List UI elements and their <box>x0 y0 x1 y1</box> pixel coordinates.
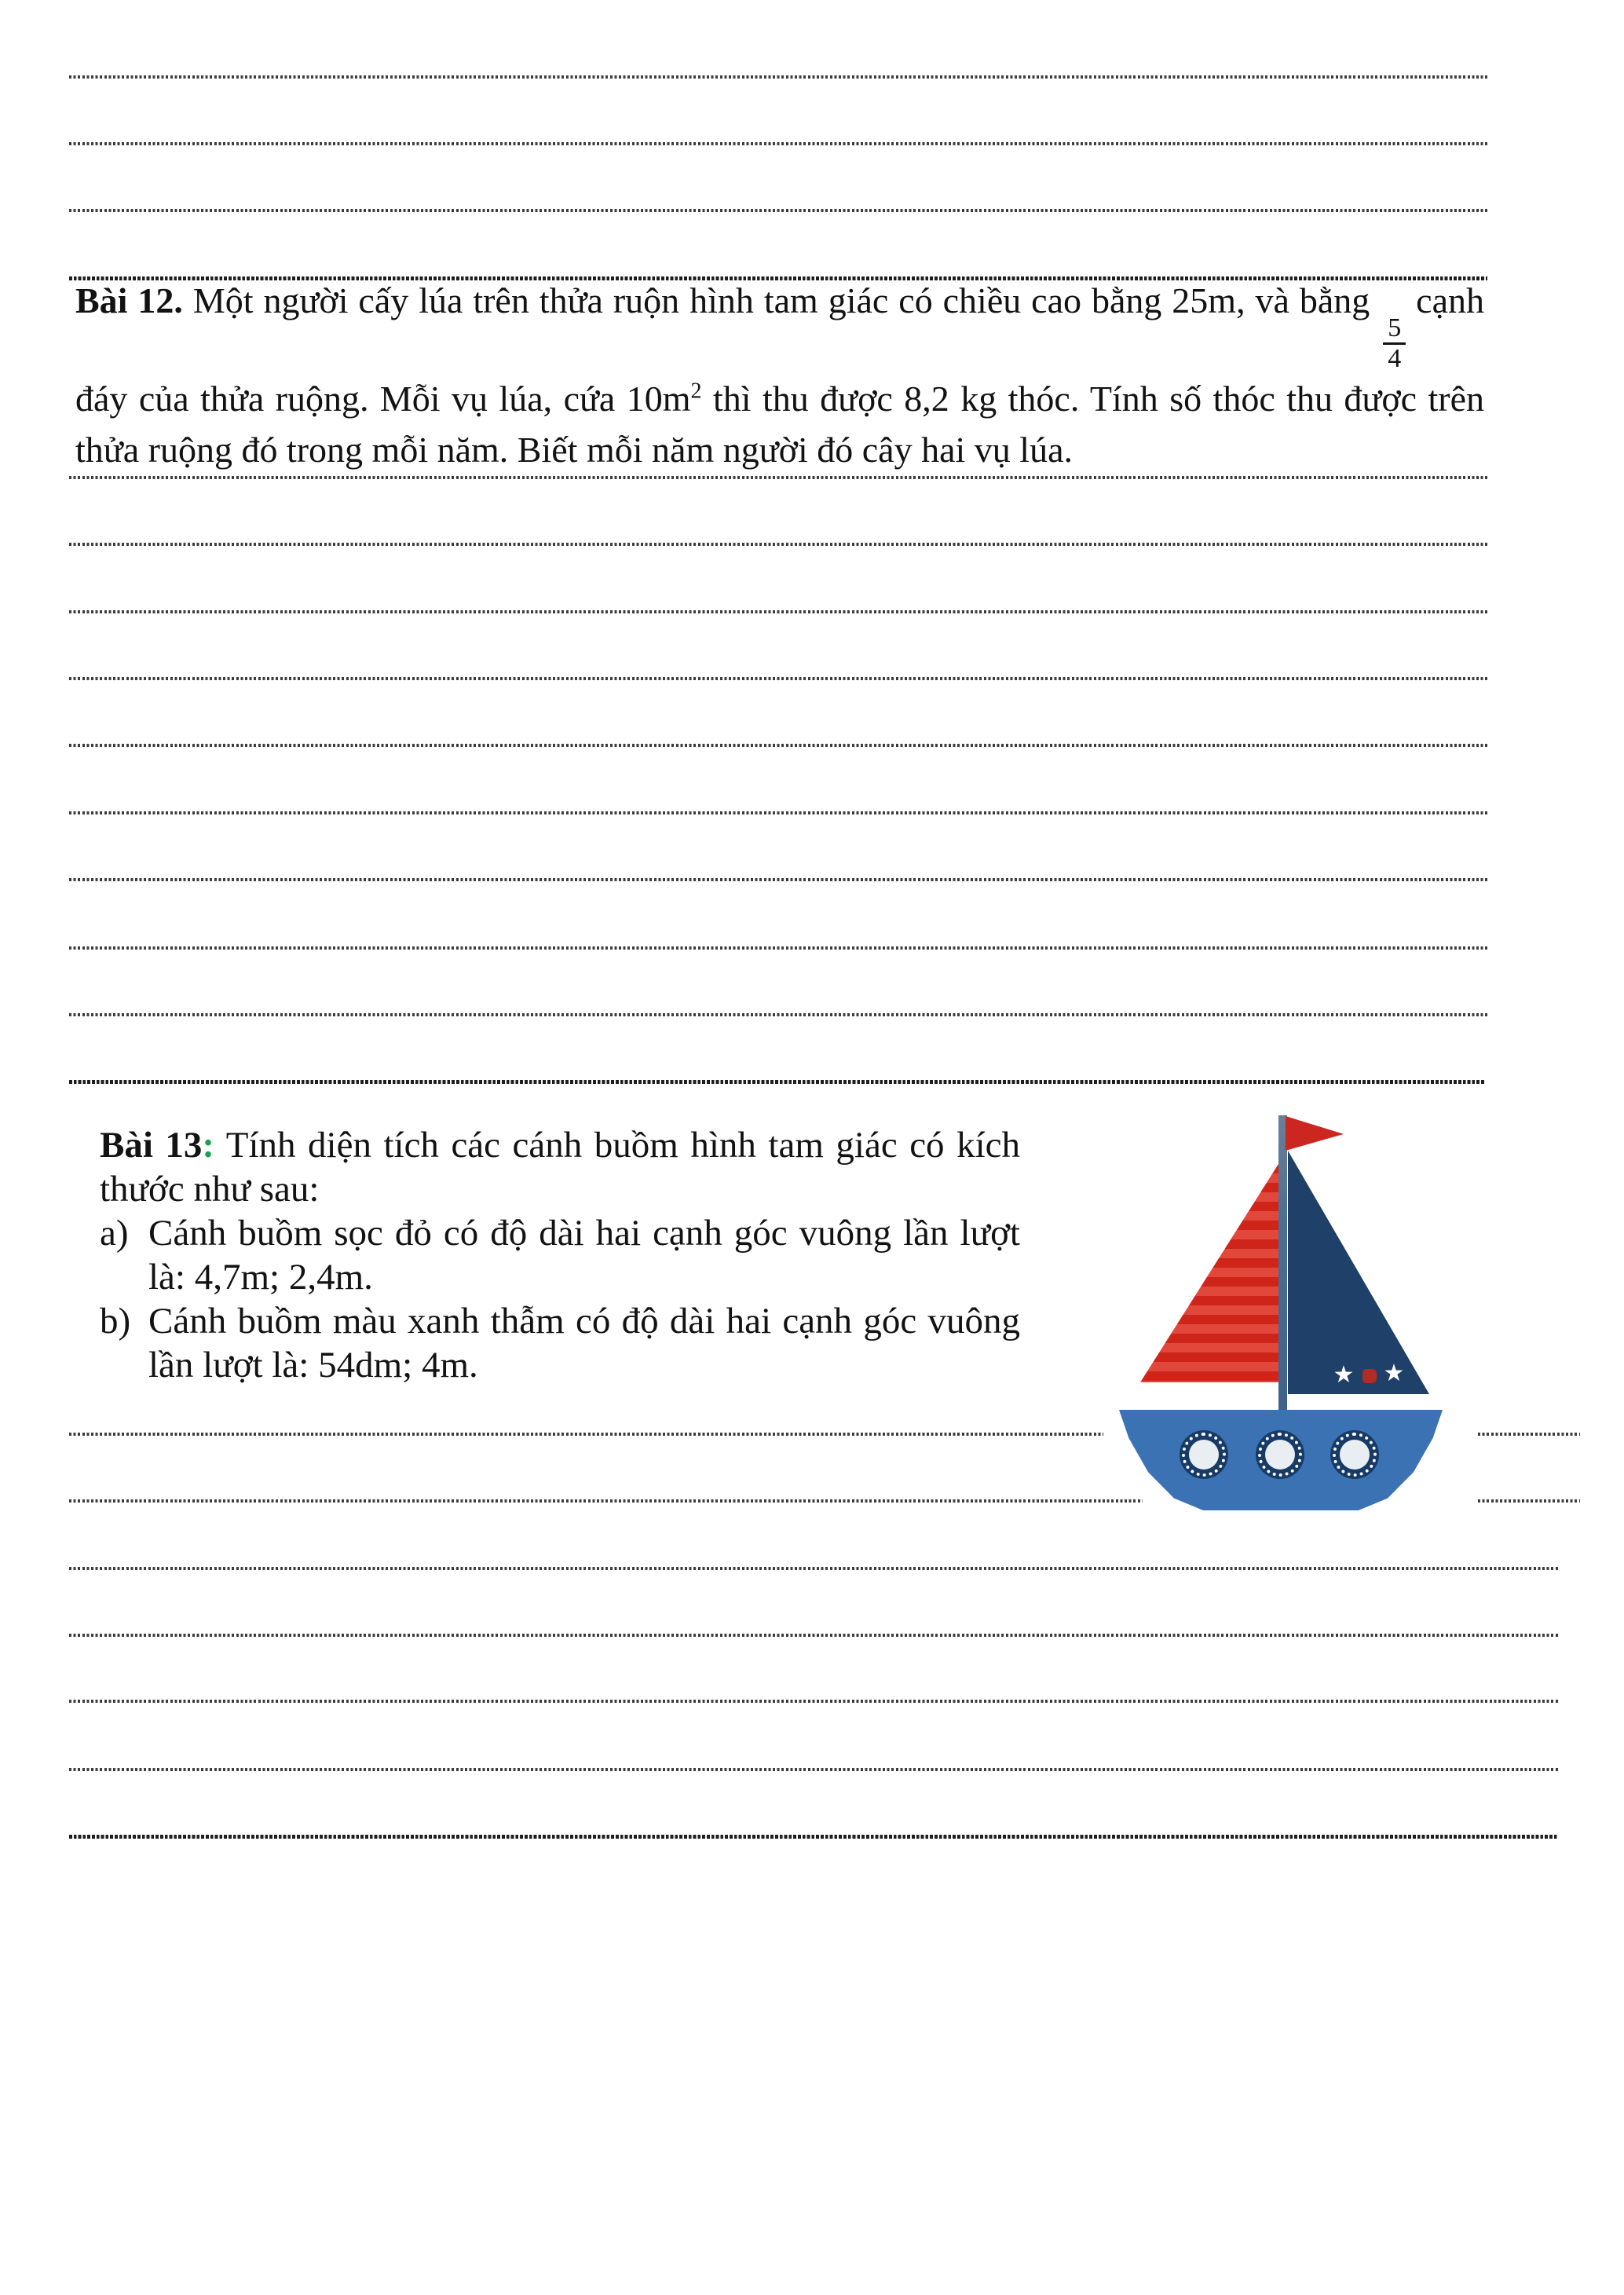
porthole <box>1180 1430 1228 1479</box>
answer-line <box>69 677 1489 680</box>
answer-line <box>69 1013 1489 1016</box>
problem-13-colon: : <box>202 1125 215 1166</box>
red-striped-sail <box>1140 1164 1278 1382</box>
answer-line <box>69 142 1489 145</box>
section-divider-line <box>69 1835 1558 1839</box>
porthole <box>1330 1430 1379 1479</box>
answer-line <box>69 1499 1143 1503</box>
list-item-b <box>100 1299 1020 1387</box>
red-dot-icon <box>1362 1369 1377 1383</box>
problem-12 <box>75 275 1484 475</box>
navy-sail <box>1288 1151 1429 1394</box>
problem-13-intro-text: Tính diện tích các cánh buồm hình tam giác có kích thước như sau: <box>100 1125 1020 1210</box>
answer-line <box>69 811 1489 814</box>
answer-line <box>69 1768 1558 1771</box>
answer-line <box>69 543 1489 546</box>
section-divider-line <box>69 1080 1486 1084</box>
answer-line-stub <box>1478 1433 1580 1436</box>
answer-line <box>69 878 1489 881</box>
answer-line <box>69 75 1489 79</box>
answer-line <box>69 209 1489 212</box>
item-a-marker: a) <box>100 1213 129 1254</box>
answer-line <box>69 744 1489 747</box>
problem-12-label: Bài 12. <box>75 280 183 320</box>
problem-12-text-end: thì thu được 8,2 kg thóc. Tính số thóc thu được trên thửa ruộng đó trong mỗi năm. Biết mỗi năm người đó cây hai vụ lúa. <box>75 379 1485 470</box>
answer-line <box>69 1567 1558 1570</box>
porthole-glass <box>1340 1440 1370 1470</box>
answer-line <box>69 476 1489 479</box>
answer-line <box>69 1700 1558 1703</box>
answer-line <box>69 1433 1103 1436</box>
flag-icon <box>1286 1116 1344 1151</box>
answer-line <box>69 946 1489 950</box>
item-b-text: Cánh buồm màu xanh thẫm có độ dài hai cạnh góc vuông lần lượt là: 54dm; 4m. <box>148 1301 1020 1385</box>
item-b-marker: b) <box>100 1301 131 1341</box>
porthole-glass <box>1189 1440 1219 1470</box>
problem-13 <box>100 1123 1020 1387</box>
sailboat-illustration <box>1119 1096 1445 1512</box>
item-a-text: Cánh buồm sọc đỏ có độ dài hai cạnh góc vuông lần lượt là: 4,7m; 2,4m. <box>148 1213 1020 1298</box>
problem-13-label: Bài 13 <box>100 1125 203 1166</box>
answer-line-stub <box>1478 1499 1580 1503</box>
fraction-denominator: 4 <box>1388 344 1402 373</box>
problem-12-text-mid: cạnh đáy của thửa ruộng. Mỗi vụ lúa, cứa 10m <box>75 280 1485 419</box>
mast <box>1278 1115 1287 1411</box>
problem-13-intro <box>100 1123 1020 1211</box>
star-icon: ★ <box>1333 1362 1355 1388</box>
problem-12-text-start: Một người cấy lúa trên thửa ruộn hình tam giác có chiều cao bằng 25m, và bằng <box>192 280 1370 320</box>
porthole <box>1256 1430 1304 1479</box>
fraction-numerator: 5 <box>1388 313 1402 342</box>
porthole-glass <box>1265 1440 1295 1470</box>
star-icon: ★ <box>1383 1360 1405 1386</box>
superscript-2: 2 <box>690 379 702 404</box>
answer-line <box>69 610 1489 613</box>
answer-line <box>69 1634 1558 1637</box>
list-item-a <box>100 1211 1020 1299</box>
fraction-five-fourths <box>1383 314 1406 373</box>
